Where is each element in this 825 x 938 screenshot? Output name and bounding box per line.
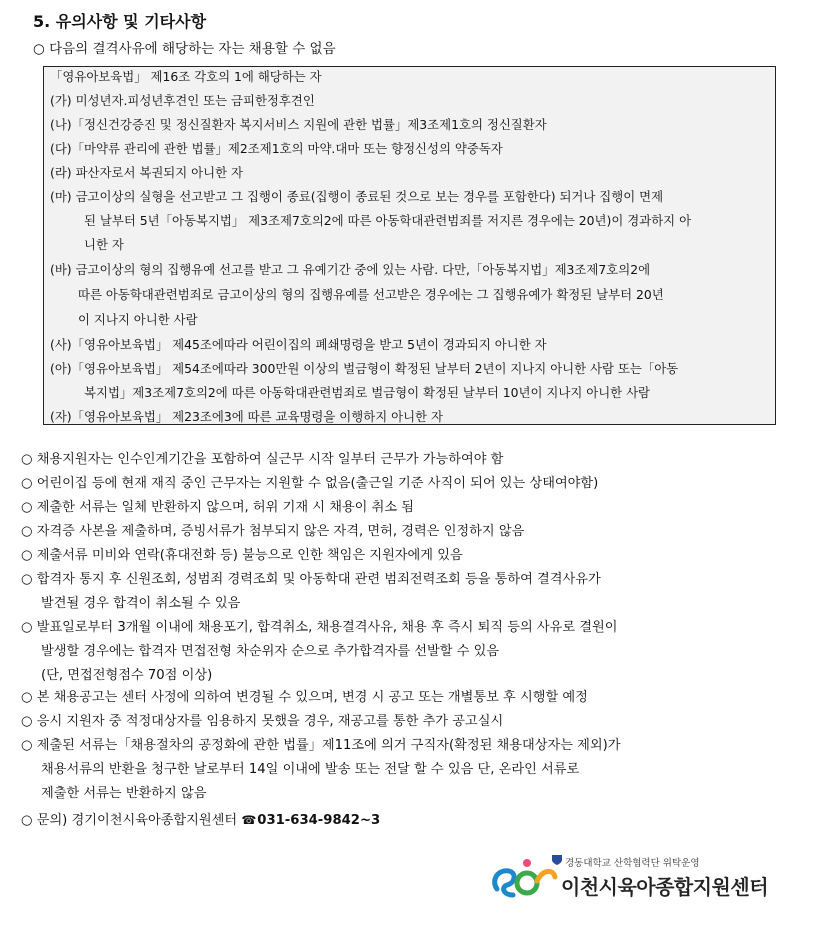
logo-subtitle: 경동대학교 산학협력단 위탁운영 xyxy=(565,858,700,869)
note-line: ○ 자격증 사본을 제출하며, 증빙서류가 첨부되지 않은 자격, 면허, 경력은 인정하지 않음 xyxy=(21,524,525,539)
box-line: (자)「영유아보육법」 제23조에3에 따른 교육명령을 이행하지 아니한 자 xyxy=(50,409,443,424)
note-line: ○ 제출서류 미비와 연락(휴대전화 등) 불능으로 인한 책임은 지원자에게 있음 xyxy=(21,548,463,563)
note-line: 채용서류의 반환을 청구한 날로부터 14일 이내에 발송 또는 전달 할 수 있음 단, 온라인 서류로 xyxy=(41,762,580,777)
box-line: (나)「정신건강증진 및 정신질환자 복지서비스 지원에 관한 법률」제3조제1호의 정신질환자 xyxy=(50,117,547,132)
box-line: 복지법」제3조제7호의2에 따른 아동학대관련범죄로 벌금형이 확정된 날부터 10년이 지나지 아니한 사람 xyxy=(84,385,651,400)
box-line: 된 날부터 5년「아동복지법」 제3조제7호의2에 따른 아동학대관련범죄를 저지른 경우에는 20년)이 경과하지 아 xyxy=(84,213,692,228)
note-line: ○ 발표일로부터 3개월 이내에 채용포기, 합격취소, 채용결격사유, 채용 후 즉시 퇴직 등의 사유로 결원이 xyxy=(21,620,618,635)
box-line: (라) 파산자로서 복권되지 아니한 자 xyxy=(50,165,243,180)
note-line: (단, 면접전형점수 70점 이상) xyxy=(41,668,213,683)
note-line: ○ 채용지원자는 인수인계기간을 포함하여 실근무 시작 일부터 근무가 가능하여야 함 xyxy=(21,452,504,467)
box-line: 따른 아동학대관련범죄로 금고이상의 형의 집행유예를 선고받은 경우에는 그 집행유예가 확정된 날부터 20년 xyxy=(78,287,664,302)
box-line: (다)「마약류 관리에 관한 법률」제2조제1호의 마약.대마 또는 향정신성의 약중독자 xyxy=(50,141,503,156)
contact-prefix: ○ 문의) 경기이천시육아종합지원센터 xyxy=(21,813,242,828)
box-line: 니한 자 xyxy=(84,237,124,252)
contact-line xyxy=(21,810,380,831)
note-line: 발생할 경우에는 합격자 면접전형 차순위자 순으로 추가합격자를 선발할 수 있음 xyxy=(41,644,500,659)
note-line: 발견될 경우 합격이 취소될 수 있음 xyxy=(41,596,241,611)
center-logo xyxy=(487,851,787,911)
note-line: ○ 합격자 통지 후 신원조회, 성범죄 경력조회 및 아동학대 관련 범죄전력조회 등을 통하여 결격사유가 xyxy=(21,572,601,587)
university-crest-icon xyxy=(551,854,563,866)
note-line: ○ 제출된 서류는「채용절차의 공정화에 관한 법률」제11조에 의거 구직자(확정된 채용대상자는 제외)가 xyxy=(21,738,621,753)
logo-emblem-icon xyxy=(487,851,561,907)
logo-name: 이천시육아종합지원센터 xyxy=(561,875,769,899)
box-line: (아)「영유아보육법」 제54조에따라 300만원 이상의 벌금형이 확정된 날부터 2년이 지나지 아니한 사람 또는「아동 xyxy=(50,361,679,376)
note-line: ○ 제출한 서류는 일체 반환하지 않으며, 허위 기재 시 채용이 취소 됨 xyxy=(21,500,415,515)
section-intro: ○ 다음의 결격사유에 해당하는 자는 채용할 수 없음 xyxy=(33,41,336,57)
note-line: ○ 응시 지원자 중 적정대상자를 임용하지 못했을 경우, 재공고를 통한 추가 공고실시 xyxy=(21,714,504,729)
phone-icon: ☎ xyxy=(241,813,257,827)
note-line: 제출한 서류는 반환하지 않음 xyxy=(41,786,207,801)
box-line: (사)「영유아보육법」 제45조에따라 어린이집의 폐쇄명령을 받고 5년이 경과되지 아니한 자 xyxy=(50,337,547,352)
box-line: 이 지나지 아니한 사람 xyxy=(78,312,198,327)
note-line: ○ 어린이집 등에 현재 재직 중인 근무자는 지원할 수 없음(출근일 기준 사직이 되어 있는 상태여야함) xyxy=(21,476,599,491)
contact-phone: 031-634-9842~3 xyxy=(257,813,381,828)
box-line: 「영유아보육법」 제16조 각호의 1에 해당하는 자 xyxy=(50,69,322,84)
box-line: (마) 금고이상의 실형을 선고받고 그 집행이 종료(집행이 종료된 것으로 보는 경우를 포함한다) 되거나 집행이 면제 xyxy=(50,189,664,204)
section-title: 5. 유의사항 및 기타사항 xyxy=(33,12,207,31)
box-line: (바) 금고이상의 형의 집행유예 선고를 받고 그 유예기간 중에 있는 사람. 다만,「아동복지법」제3조제7호의2에 xyxy=(50,262,651,277)
box-line: (가) 미성년자.피성년후견인 또는 금피한정후견인 xyxy=(50,93,315,108)
note-line: ○ 본 채용공고는 센터 사정에 의하여 변경될 수 있으며, 변경 시 공고 또는 개별통보 후 시행할 예정 xyxy=(21,690,588,705)
disqualification-box xyxy=(43,66,776,425)
